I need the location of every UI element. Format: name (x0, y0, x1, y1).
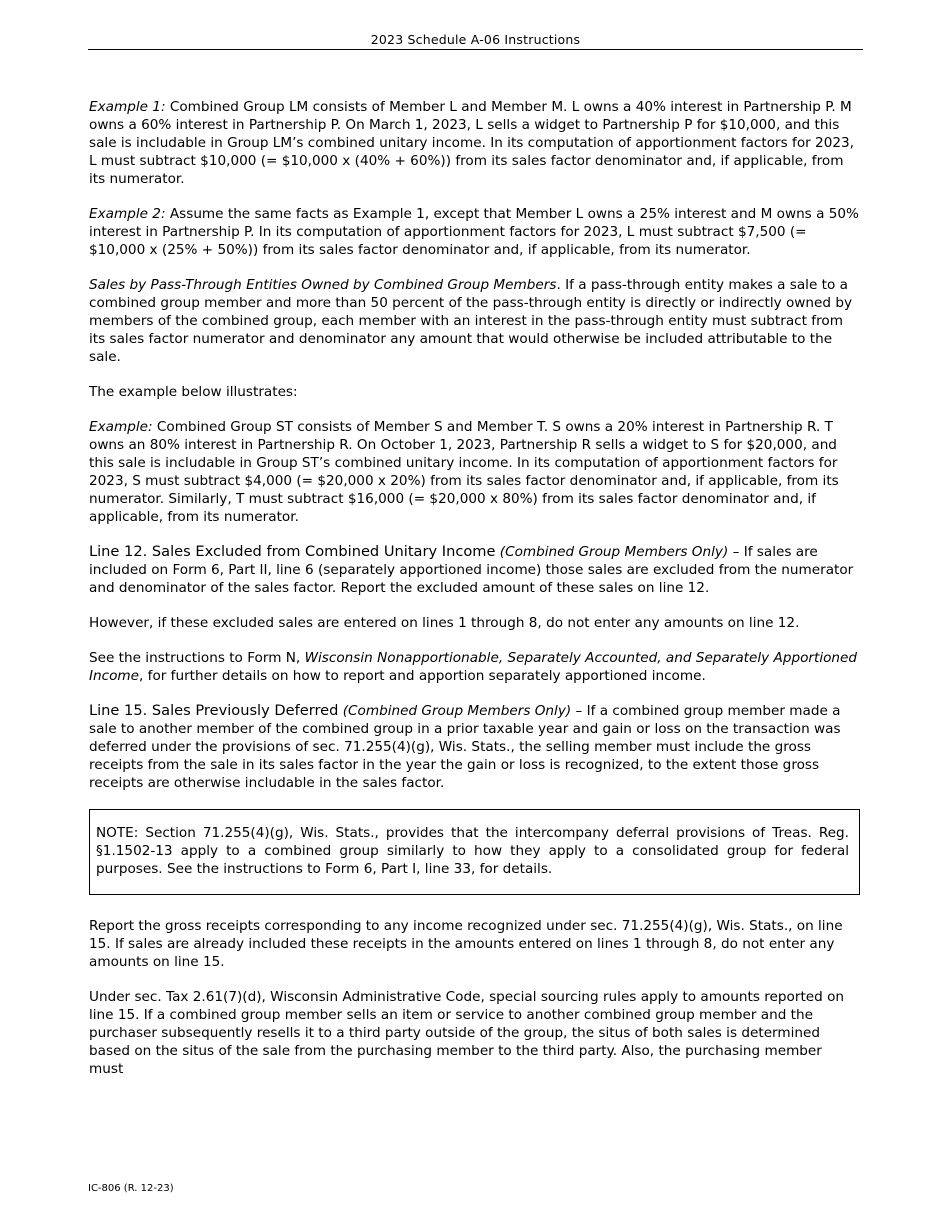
line-15-text: – If a combined group member made a sale to another member of the combined group in a prior taxable year and gain or loss on the transaction was deferred under the provisions of sec. 71.255(4)(g), Wis. Stats., the selling member must include the gross receipts from the sale in its sales factor in the year the gain or loss is recognized, to the extent those gross receipts are otherwise includable in the sales factor. (89, 703, 841, 791)
note-box (89, 809, 860, 895)
illustrates-paragraph: The example below illustrates: (89, 384, 298, 400)
line-15-heading: Line 15. Sales Previously Deferred (89, 702, 339, 719)
page-header: 2023 Schedule A-06 Instructions (88, 32, 863, 50)
form-n-suffix: , for further details on how to report and apportion separately apportioned income. (139, 668, 706, 684)
example-1-text: Combined Group LM consists of Member L and Member M. L owns a 40% interest in Partnership P. M owns a 60% interest in Partnership P. On March 1, 2023, L sells a widget to Partnership P for $10,000, and this sale is includable in Group LM’s combined unitary income. In its computation of apportionment factors for 2023, L must subtract $10,000 (= $10,000 x (40% + 60%)) from its sales factor denominator and, if applicable, from its numerator. (89, 99, 854, 187)
form-id-footer: IC-806 (R. 12-23) (88, 1183, 174, 1194)
line-15-qualifier: (Combined Group Members Only) (342, 703, 572, 719)
note-text: NOTE: Section 71.255(4)(g), Wis. Stats., provides that the intercompany deferral provisions of Treas. Reg. §1.1502-13 apply to a combined group similarly to how they apply to a consolidated group for federal purposes. See the instructions to Form 6, Part I, line 33, for details. (96, 825, 849, 877)
example-1-label: Example 1: (89, 99, 166, 115)
line-12-paragraph (89, 543, 860, 597)
line-12-qualifier: (Combined Group Members Only) (499, 544, 729, 560)
form-n-title: Wisconsin Nonapportionable, Separately Accounted, and Separately Apportioned Income (89, 650, 858, 684)
example-2-text: Assume the same facts as Example 1, except that Member L owns a 25% interest and M owns a 50% interest in Partnership P. In its computation of apportionment factors for 2023, L must subtract $7,500 (= $10,000 x (25% + 50%)) from its sales factor denominator and, if applicable, from its numerator. (89, 206, 859, 258)
sourcing-paragraph: Under sec. Tax 2.61(7)(d), Wisconsin Administrative Code, special sourcing rules apply to amounts reported on line 15. If a combined group member sells an item or service to another combined group member and the purchaser subsequently resells it to a third party outside of the group, the situs of both sales is determined based on the situs of the sale from the purchasing member to the third party. Also, the purchasing member must (89, 989, 845, 1077)
line-15-paragraph (89, 702, 860, 792)
passthrough-paragraph (89, 276, 860, 366)
example-3-label: Example: (89, 419, 153, 435)
passthrough-text: . If a pass-through entity makes a sale to a combined group member and more than 50 percent of the pass-through entity is directly or indirectly owned by members of the combined group, each member with an interest in the pass-through entity must subtract from its sales factor numerator and denominator any amount that would otherwise be included attributable to the sale. (89, 277, 853, 365)
example-1-paragraph (89, 98, 860, 188)
line-12-heading: Line 12. Sales Excluded from Combined Unitary Income (89, 543, 496, 560)
report-paragraph: Report the gross receipts corresponding to any income recognized under sec. 71.255(4)(g), Wis. Stats., on line 15. If sales are already included these receipts in the amounts entered on lines 1 through 8, do not enter any amounts on line 15. (89, 918, 843, 970)
example-3-text: Combined Group ST consists of Member S and Member T. S owns a 20% interest in Partnership R. T owns an 80% interest in Partnership R. On October 1, 2023, Partnership R sells a widget to S for $20,000, and this sale is includable in Group ST’s combined unitary income. In its computation of apportionment factors for 2023, S must subtract $4,000 (= $20,000 x 20%) from its sales factor denominator and, if applicable, from its numerator. Similarly, T must subtract $16,000 (= $20,000 x 80%) from its sales factor denominator and, if applicable, from its numerator. (89, 419, 839, 525)
page-body (89, 98, 860, 1095)
however-paragraph: However, if these excluded sales are entered on lines 1 through 8, do not enter any amounts on line 12. (89, 615, 800, 631)
form-n-paragraph (89, 649, 860, 685)
example-2-paragraph (89, 205, 860, 259)
form-n-prefix: See the instructions to Form N, (89, 650, 305, 666)
example-3-paragraph (89, 418, 860, 526)
line-12-text: – If sales are included on Form 6, Part II, line 6 (separately apportioned income) those sales are excluded from the numerator and denominator of the sales factor. Report the excluded amount of these sales on line 12. (89, 544, 854, 596)
passthrough-label: Sales by Pass-Through Entities Owned by Combined Group Members (89, 277, 557, 293)
example-2-label: Example 2: (89, 206, 166, 222)
